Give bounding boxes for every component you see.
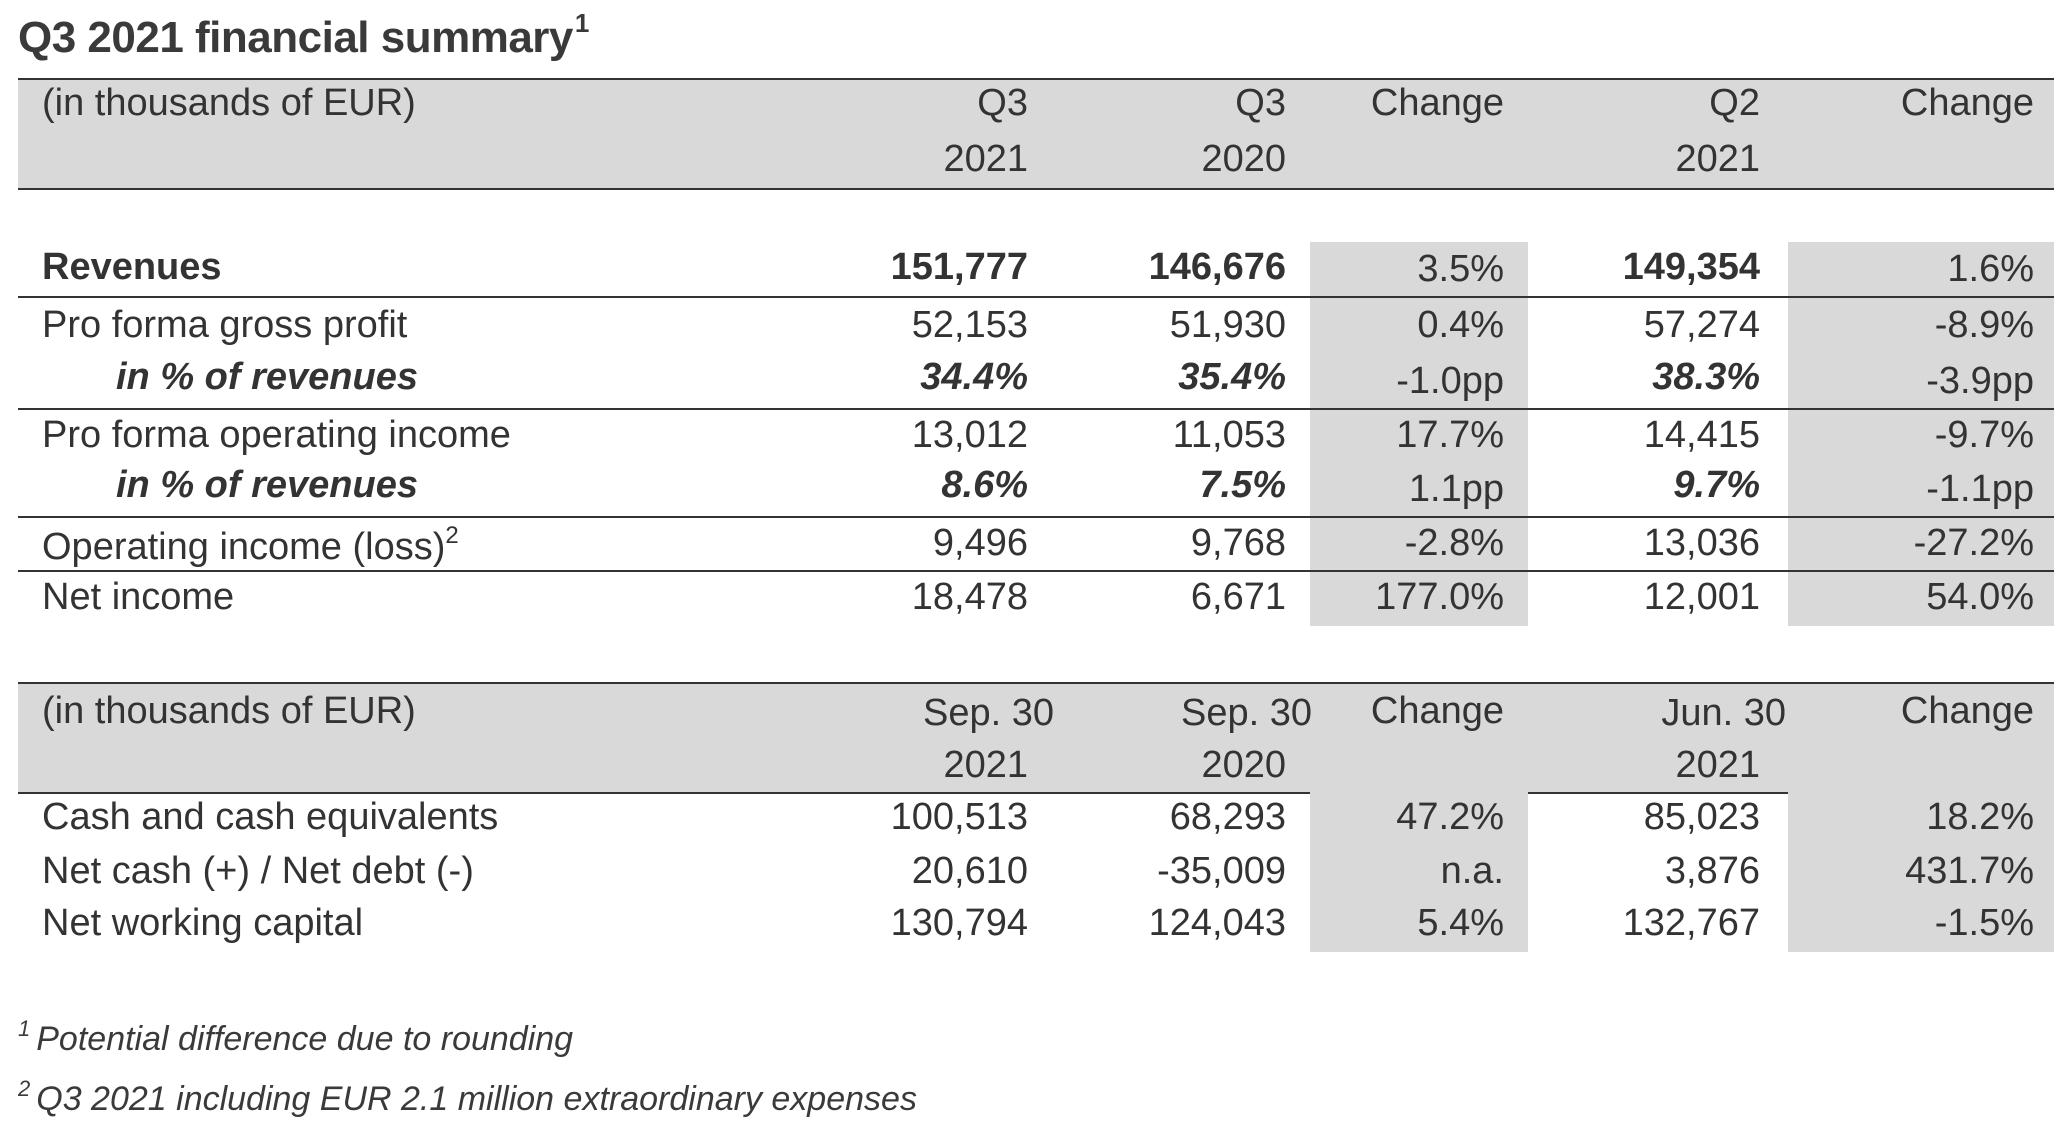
divider bbox=[18, 516, 2054, 518]
footnote-2: $^2$ Q3 2021 including EUR 2.1 million extraordinary expenses bbox=[18, 1076, 917, 1118]
row-operating-income-pf-q2-2021: 14,415 bbox=[1643, 414, 1760, 456]
row-nwc-jun30-2021: 132,767 bbox=[1622, 902, 1760, 944]
table2-col-sep30-2020-line2: 2020 bbox=[1201, 744, 1286, 786]
row-operating-income-q3-2020: 9,768 bbox=[1190, 522, 1286, 564]
table2-col-change1: Change bbox=[1370, 690, 1504, 732]
row-revenues-q3-2021: 151,777 bbox=[890, 246, 1028, 288]
row-gross-profit-q2-2021: 57,274 bbox=[1643, 304, 1760, 346]
table1-unit-label: (in thousands of EUR) bbox=[42, 82, 416, 124]
table2-col-jun30-2021-line1: Jun. 30 bbox=[1661, 692, 1786, 734]
row-revenues-change1: 3.5% bbox=[1417, 248, 1504, 290]
row-cash-jun30-2021: 85,023 bbox=[1643, 796, 1760, 838]
table1-col-q3-2021-line2: 2021 bbox=[943, 138, 1028, 180]
row-net-cash-change2: 431.7% bbox=[1905, 850, 2034, 892]
row-net-income-change1: 177.0% bbox=[1375, 576, 1504, 618]
row-gross-margin-change2: -3.9pp bbox=[1926, 360, 2034, 402]
table2-col-sep30-2021-line2: 2021 bbox=[943, 744, 1028, 786]
row-operating-income-change2: -27.2% bbox=[1913, 522, 2034, 564]
row-operating-income-pf-change1: 17.7% bbox=[1396, 414, 1504, 456]
table1-col-change2: Change bbox=[1900, 82, 2034, 124]
row-gross-margin-q3-2021: 34.4% bbox=[920, 356, 1028, 398]
table2-col-jun30-2021-line2: 2021 bbox=[1675, 744, 1760, 786]
row-net-income-q3-2021: 18,478 bbox=[911, 576, 1028, 618]
row-nwc-change1: 5.4% bbox=[1417, 902, 1504, 944]
row-net-cash-sep30-2020: -35,009 bbox=[1157, 850, 1286, 892]
row-operating-income-q3-2021: 9,496 bbox=[932, 522, 1028, 564]
row-operating-income-change1: -2.8% bbox=[1404, 522, 1504, 564]
row-operating-income-q2-2021: 13,036 bbox=[1643, 522, 1760, 564]
row-operating-margin-label: in % of revenues bbox=[116, 464, 418, 506]
row-net-income-change2: 54.0% bbox=[1926, 576, 2034, 618]
row-revenues-q3-2020: 146,676 bbox=[1148, 246, 1286, 288]
row-gross-margin-label: in % of revenues bbox=[116, 356, 418, 398]
table1-col-q2-2021-line2: 2021 bbox=[1675, 138, 1760, 180]
divider bbox=[18, 296, 2054, 298]
table1-col-q3-2020-line1: Q3 bbox=[1235, 82, 1286, 124]
row-nwc-sep30-2020: 124,043 bbox=[1148, 902, 1286, 944]
table2-col-sep30-2021-line1: Sep. 30 bbox=[923, 692, 1054, 734]
row-operating-margin-q3-2020: 7.5% bbox=[1199, 464, 1286, 506]
row-nwc-label: Net working capital bbox=[42, 902, 364, 944]
operating-income-footnote-marker: 2 bbox=[445, 522, 459, 549]
row-net-income-q3-2020: 6,671 bbox=[1190, 576, 1286, 618]
row-cash-sep30-2021: 100,513 bbox=[890, 796, 1028, 838]
table1-col-q3-2021-line1: Q3 bbox=[977, 82, 1028, 124]
row-operating-margin-q2-2021: 9.7% bbox=[1673, 464, 1760, 506]
row-gross-margin-change1: -1.0pp bbox=[1396, 360, 1504, 402]
row-gross-profit-q3-2020: 51,930 bbox=[1169, 304, 1286, 346]
table1-col-q2-2021-line1: Q2 bbox=[1709, 82, 1760, 124]
row-net-cash-change1: n.a. bbox=[1440, 850, 1504, 892]
row-net-income-q2-2021: 12,001 bbox=[1643, 576, 1760, 618]
row-operating-margin-change2: -1.1pp bbox=[1926, 468, 2034, 510]
row-cash-change2: 18.2% bbox=[1926, 796, 2034, 838]
row-net-cash-sep30-2021: 20,610 bbox=[911, 850, 1028, 892]
row-gross-profit-change1: 0.4% bbox=[1417, 304, 1504, 346]
row-cash-sep30-2020: 68,293 bbox=[1169, 796, 1286, 838]
table2-unit-label: (in thousands of EUR) bbox=[42, 690, 416, 732]
row-operating-margin-change1: 1.1pp bbox=[1408, 468, 1504, 510]
row-revenues-label: Revenues bbox=[42, 246, 222, 288]
row-operating-income-label: Operating income (loss)$^2$ bbox=[42, 522, 459, 568]
table1-col-change1: Change bbox=[1370, 82, 1504, 124]
row-revenues-change2: 1.6% bbox=[1947, 248, 2034, 290]
row-operating-income-pf-q3-2021: 13,012 bbox=[911, 414, 1028, 456]
row-nwc-change2: -1.5% bbox=[1934, 902, 2034, 944]
row-gross-profit-change2: -8.9% bbox=[1934, 304, 2034, 346]
row-net-cash-jun30-2021: 3,876 bbox=[1664, 850, 1760, 892]
row-gross-margin-q2-2021: 38.3% bbox=[1652, 356, 1760, 398]
title-footnote-marker: 1 bbox=[574, 8, 589, 38]
row-revenues-q2-2021: 149,354 bbox=[1622, 246, 1760, 288]
row-nwc-sep30-2021: 130,794 bbox=[890, 902, 1028, 944]
row-gross-margin-q3-2020: 35.4% bbox=[1178, 356, 1286, 398]
table2-col-sep30-2020-line1: Sep. 30 bbox=[1181, 692, 1312, 734]
page-title: Q3 2021 financial summary$^1$ bbox=[18, 8, 589, 62]
row-gross-profit-q3-2021: 52,153 bbox=[911, 304, 1028, 346]
row-gross-profit-label: Pro forma gross profit bbox=[42, 304, 408, 346]
row-cash-label: Cash and cash equivalents bbox=[42, 796, 499, 838]
row-operating-income-pf-change2: -9.7% bbox=[1934, 414, 2034, 456]
divider bbox=[18, 408, 2054, 410]
row-net-income-label: Net income bbox=[42, 576, 235, 618]
row-cash-change1: 47.2% bbox=[1396, 796, 1504, 838]
divider bbox=[18, 570, 2054, 572]
footnote-1: $^1$ Potential difference due to rounding bbox=[18, 1016, 574, 1058]
row-net-cash-label: Net cash (+) / Net debt (-) bbox=[42, 850, 474, 892]
row-operating-income-pf-q3-2020: 11,053 bbox=[1172, 414, 1286, 456]
table1-col-q3-2020-line2: 2020 bbox=[1201, 138, 1286, 180]
row-operating-income-pf-label: Pro forma operating income bbox=[42, 414, 511, 456]
table2-col-change2: Change bbox=[1900, 690, 2034, 732]
row-operating-margin-q3-2021: 8.6% bbox=[941, 464, 1028, 506]
